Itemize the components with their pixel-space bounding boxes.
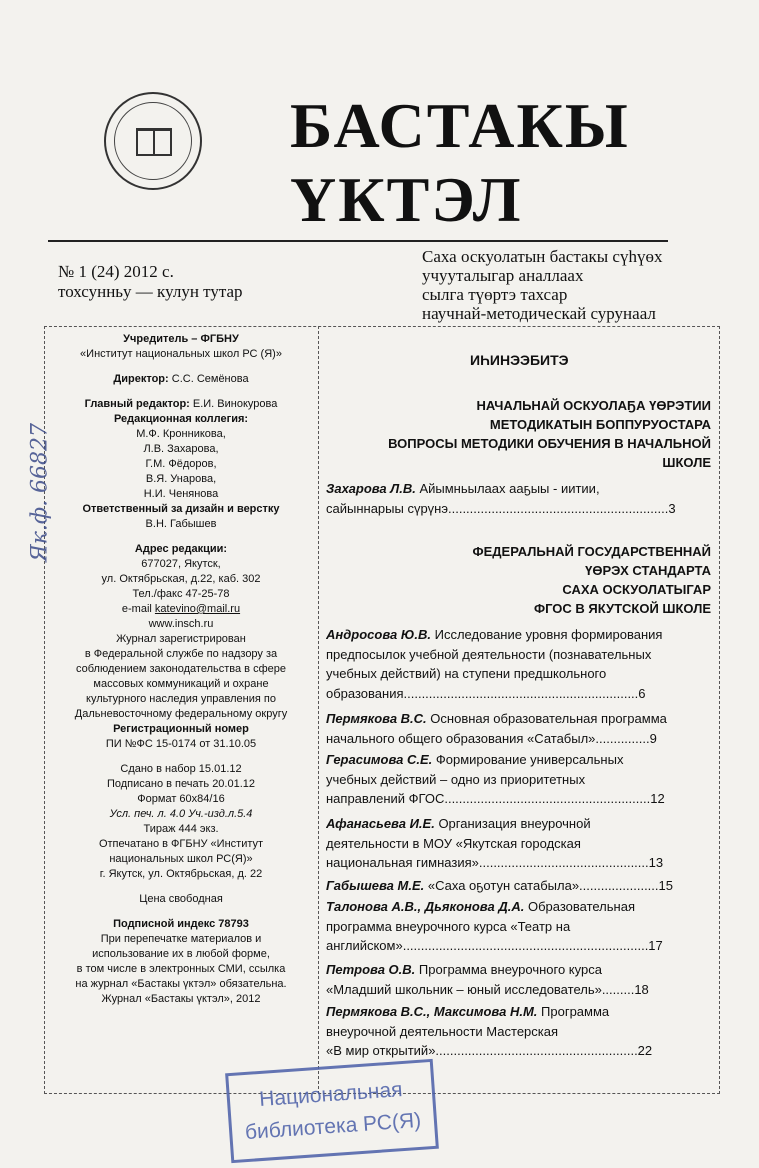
issue-info: [58, 262, 243, 302]
header-rule: [48, 240, 668, 242]
toc-entry[interactable]: Габышева М.Е. «Саха оҕотун сатабыла»......................15: [326, 878, 673, 893]
library-stamp: Национальная библиотека РС(Я): [225, 1059, 439, 1163]
email-link[interactable]: katevino@mail.ru: [154, 603, 241, 615]
imprint-column: Учредитель – ФГБНУ «Институт национальных школ РС (Я)» Директор: С.С. Семёнова Главный редактор: Е.И. Винокурова Редакционная коллегия: М.Ф. Кронникова, Л.В. Захарова, Г.М. Фёдоров, В.Я. Унарова, Н.И. Ченянова Ответственный за дизайн и верстку В.Н. Габышев Адрес редакции: 677027, Якутск, ул. Октябрьская, д.22, каб. 302 Тел./факс 47-25-78 e-mail katevino@mail.ru www.insch.ru Журнал зарегистрирован в Федеральной службе по надзору за соблюдением законодательства в сфере массовых коммуникаций и охране культурного наследия управления по Дальневосточному федеральному округу Регистрационный номер ПИ №ФС 15-0174 от 31.10.05 Сдано в набор 15.01.12 Подписано в печать 20.01.12 Формат 60х84/16 Усл. печ. л. 4.0 Уч.-изд.л.5.4 Тираж 444 экз. Отпечатано в ФГБНУ «Институт национальных школ РС(Я)» г. Якутск, ул. Октябрьская, д. 22 Цена свободная Подписной индекс 78793 При перепечатке материалов и использование их в любой форме, в том числе в электронных СМИ, ссылка на журнал «Бастакы үктэл» обязательна. Журнал «Бастакы үктэл», 2012: [48, 332, 314, 1007]
toc-entry[interactable]: Герасимова С.Е. Формирование универсальных учебных действий – одно из приоритетных направлений ФГОС.........................................................12: [326, 752, 665, 806]
toc-entry[interactable]: Талонова А.В., Дьяконова Д.А. Образовательная программа внеурочного курса «Театр на английском»....................................................................17: [326, 899, 663, 953]
book-icon: [136, 128, 172, 156]
handwritten-catalog-number: Як.ф. 66827: [27, 422, 53, 563]
journal-title-line1: БАСТАКЫ: [290, 90, 630, 161]
toc-entry[interactable]: Петрова О.В. Программа внеурочного курса «Младший школьник – юный исследователь».........18: [326, 962, 649, 997]
toc-entry[interactable]: Афанасьева И.Е. Организация внеурочной деятельности в МОУ «Якутская городская национальная гимназия»...............................................13: [326, 816, 664, 870]
toc-section-2-title: ФЕДЕРАЛЬНАЙ ГОСУДАРСТВЕННАЙ ҮӨРЭХ СТАНДАРТА САХА ОСКУОЛАТЫГАР ФГОС В ЯКУТСКОЙ ШКОЛЕ: [472, 544, 711, 616]
toc-heading: ИҺИНЭЭБИТЭ: [470, 352, 569, 368]
toc-entry[interactable]: Захарова Л.В. Айымньылаах ааҕыы - иитии, сайыннарыы сүрүнэ.............................................................3: [326, 481, 676, 516]
toc-entry[interactable]: Пермякова В.С., Максимова Н.М. Программа внеурочной деятельности Мастерская «В мир открытий»........................................................22: [326, 1004, 653, 1058]
journal-title-line2: ҮКТЭЛ: [290, 164, 523, 235]
toc-entry[interactable]: Андросова Ю.В. Исследование уровня формирования предпосылок учебной деятельности (познавательных учебных действий) на ступени предшкольного образования.................................................................6: [326, 627, 663, 701]
journal-subtitle: Саха оскуолатын бастакы сүһүөх учууталыгар аналлаах сылга түөртэ тахсар научнай-методическай сурунаал: [422, 247, 663, 323]
institute-seal-logo: [104, 92, 202, 190]
issue-months: тохсунньу — кулун тутар: [58, 282, 243, 301]
toc-section-1-title: НАЧАЛЬНАЙ ОСКУОЛАҔА ҮӨРЭТИИ МЕТОДИКАТЫН БОППУРУОСТАРА ВОПРОСЫ МЕТОДИКИ ОБУЧЕНИЯ В НАЧАЛЬНОЙ ШКОЛЕ: [388, 398, 711, 470]
toc-entry[interactable]: Пермякова В.С. Основная образовательная программа начального общего образования «Сатабыл»...............9: [326, 711, 667, 746]
column-divider: [318, 326, 319, 1094]
website-link[interactable]: www.insch.ru: [148, 618, 214, 630]
issue-number: № 1 (24) 2012 с.: [58, 262, 174, 281]
